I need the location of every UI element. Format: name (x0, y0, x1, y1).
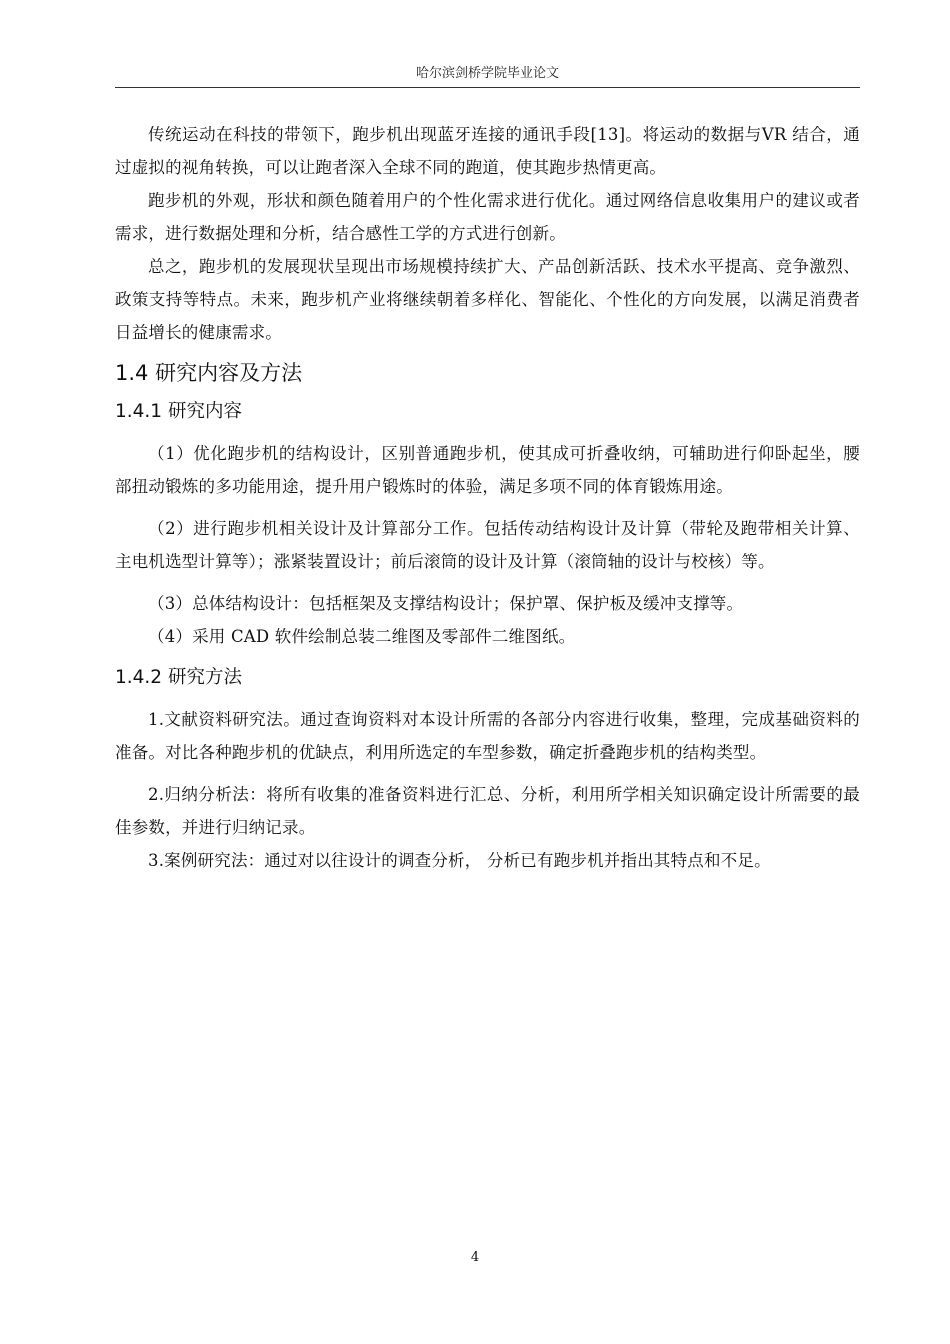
intro-paragraph-2: 跑步机的外观，形状和颜色随着用户的个性化需求进行优化。通过网络信息收集用户的建议或者需求，进行数据处理和分析，结合感性工学的方式进行创新。 (115, 191, 860, 243)
page-number: 4 (470, 1250, 480, 1265)
research-method-item-2: 2.归纳分析法：将所有收集的准备资料进行汇总、分析，利用所学相关知识确定设计所需要的最佳参数，并进行归纳记录。 (115, 785, 860, 837)
research-content-item-3: （3）总体结构设计：包括框架及支撑结构设计；保护罩、保护板及缓冲支撑等。 (148, 594, 744, 613)
running-header: 哈尔滨剑桥学院毕业论文 (415, 66, 559, 81)
intro-paragraph-1: 传统运动在科技的带领下，跑步机出现蓝牙连接的通讯手段[13]。将运动的数据与VR 结合，通过虚拟的视角转换，可以让跑者深入全球不同的跑道，使其跑步热情更高。 (115, 125, 860, 177)
page-body (115, 118, 860, 877)
research-content-item-1: （1）优化跑步机的结构设计，区别普通跑步机，使其成可折叠收纳，可辅助进行仰卧起坐，腰部扭动锻炼的多功能用途，提升用户锻炼时的体验，满足多项不同的体育锻炼用途。 (115, 444, 860, 496)
research-method-item-3: 3.案例研究法：通过对以往设计的调查分析， 分析已有跑步机并指出其特点和不足。 (148, 851, 771, 870)
subsection-heading-1-4-2: 1.4.2 研究方法 (115, 667, 242, 688)
research-method-item-1: 1.文献资料研究法。通过查询资料对本设计所需的各部分内容进行收集，整理，完成基础资料的准备。对比各种跑步机的优缺点，利用所选定的车型参数，确定折叠跑步机的结构类型。 (115, 710, 860, 762)
research-content-item-4: （4）采用 CAD 软件绘制总装二维图及零部件二维图纸。 (148, 627, 576, 646)
research-content-item-2: （2）进行跑步机相关设计及计算部分工作。包括传动结构设计及计算（带轮及跑带相关计算、主电机选型计算等）；涨紧装置设计；前后滚筒的设计及计算（滚筒轴的设计与校核）等。 (115, 519, 860, 571)
header-rule (115, 87, 860, 88)
intro-paragraph-3: 总之，跑步机的发展现状呈现出市场规模持续扩大、产品创新活跃、技术水平提高、竞争激烈、政策支持等特点。未来，跑步机产业将继续朝着多样化、智能化、个性化的方向发展，以满足消费者日益增长的健康需求。 (115, 257, 860, 342)
section-heading-1-4: 1.4 研究内容及方法 (115, 361, 303, 385)
subsection-heading-1-4-1: 1.4.1 研究内容 (115, 401, 242, 422)
